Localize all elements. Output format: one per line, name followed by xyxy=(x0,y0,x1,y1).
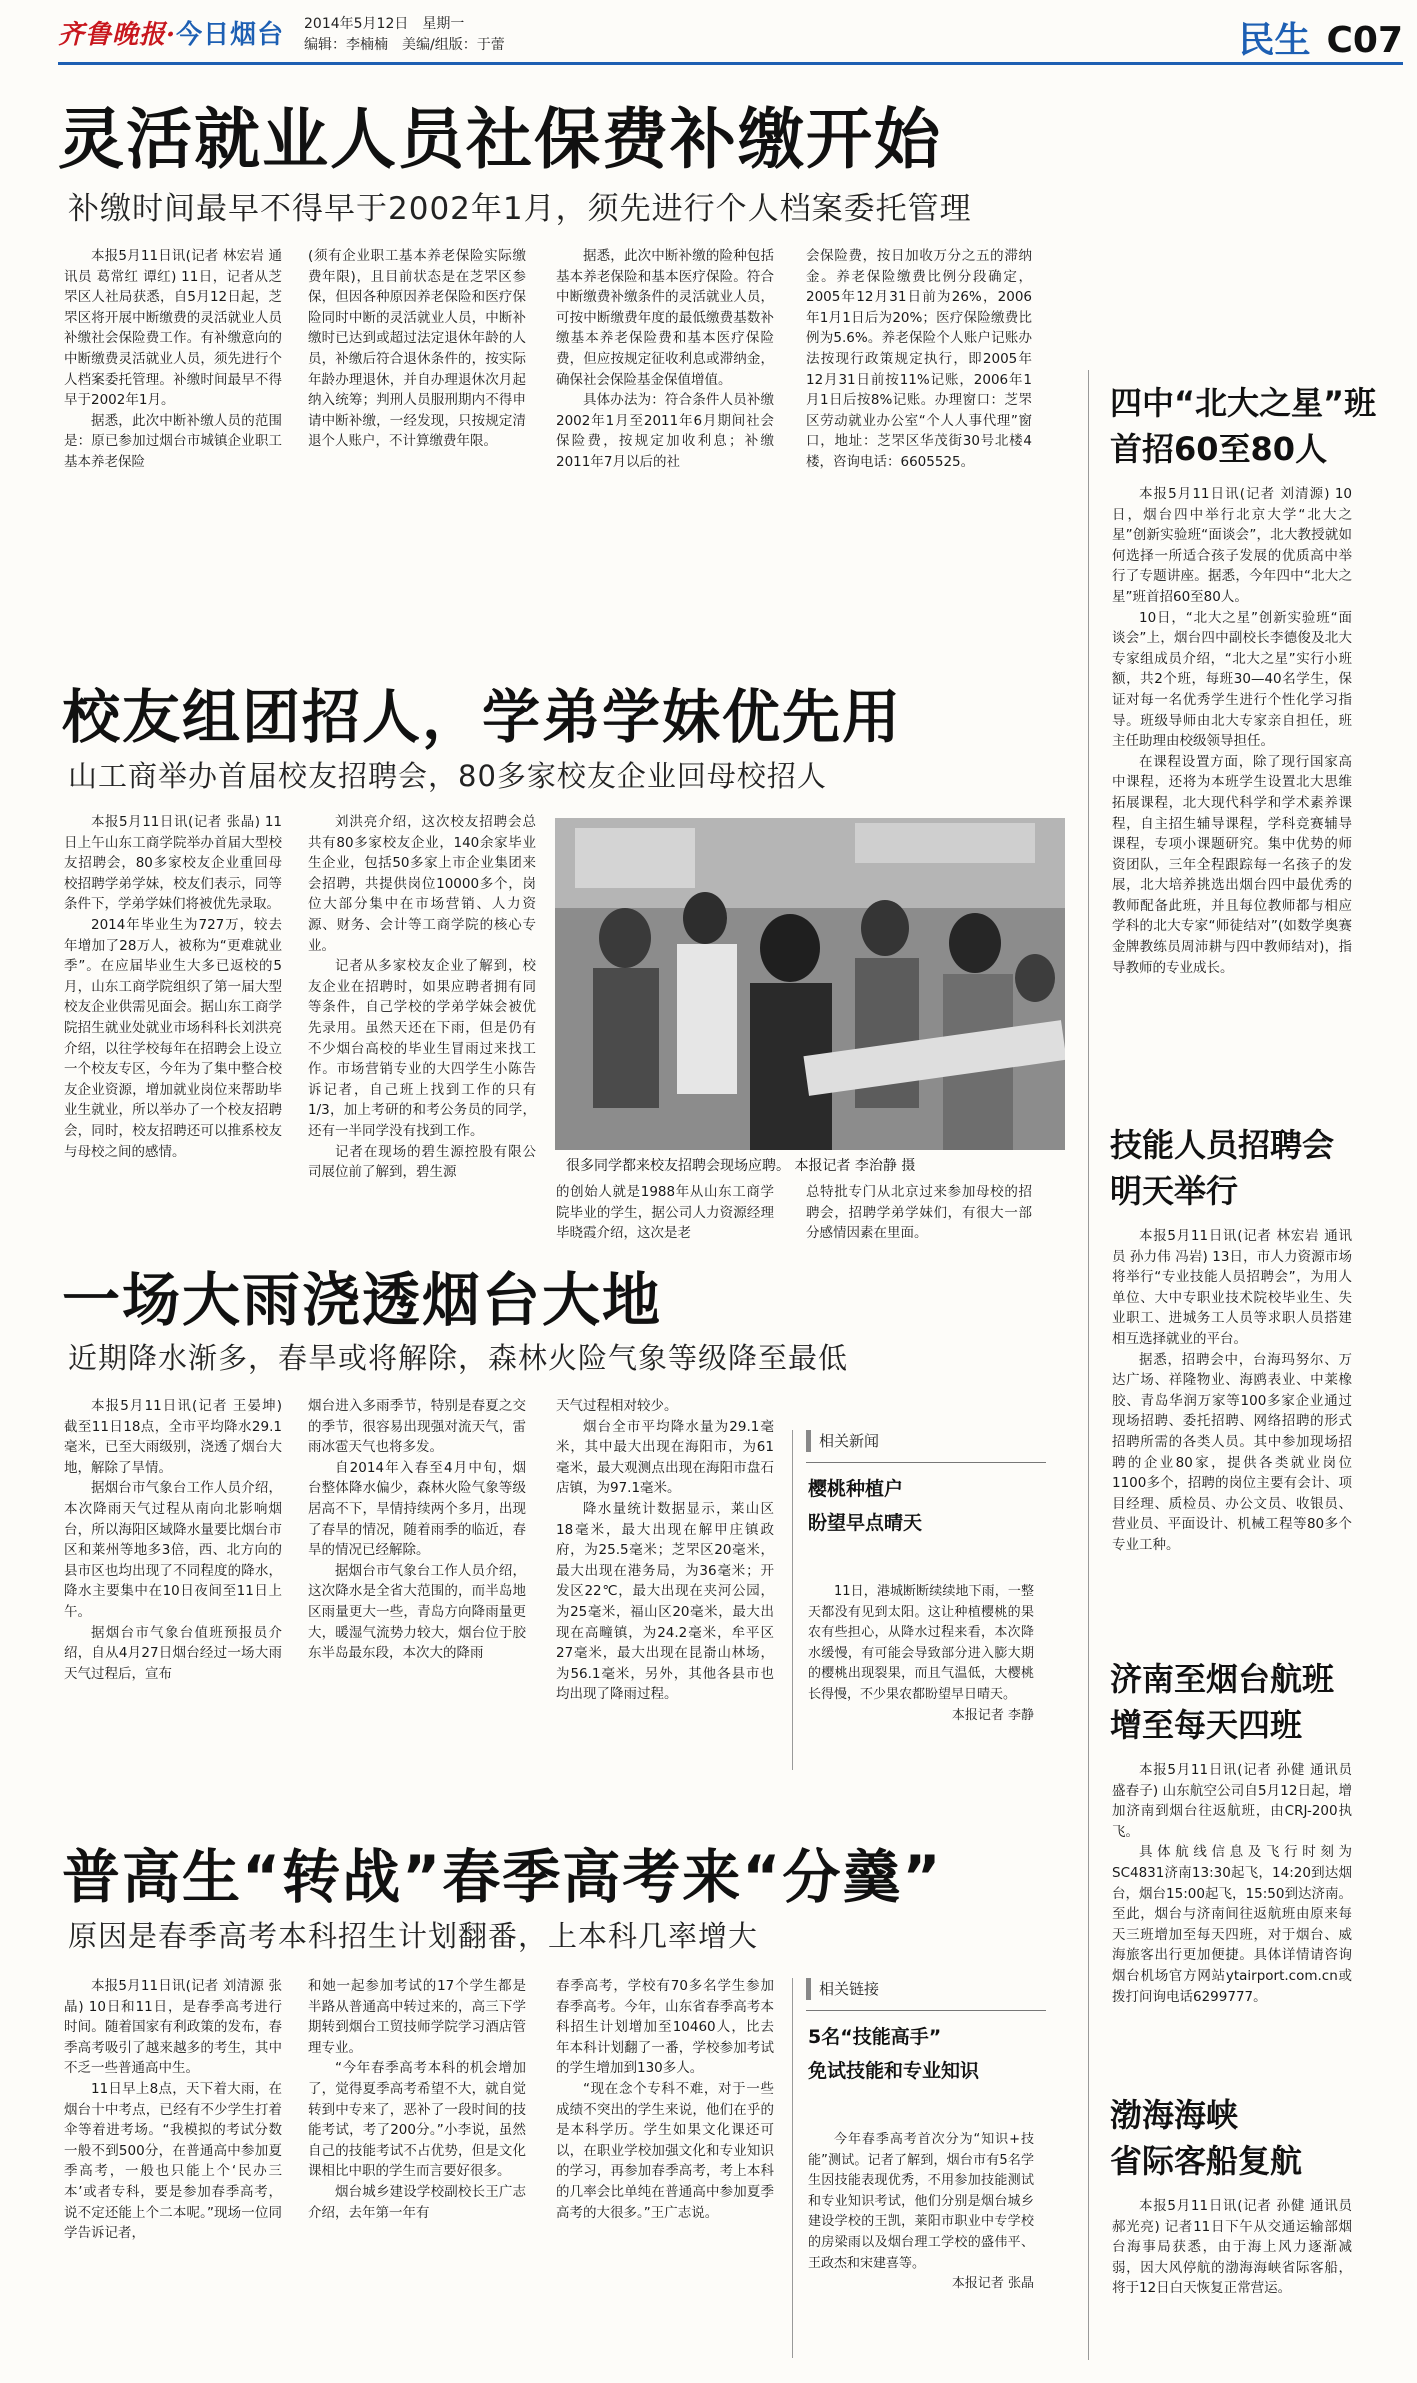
side2-body xyxy=(1112,1226,1352,1556)
side4-body xyxy=(1112,2196,1352,2299)
related-news-rule xyxy=(806,1462,1046,1463)
side3-title xyxy=(1110,1656,1334,1748)
paragraph: 天气过程相对较少。 xyxy=(556,1398,678,1414)
side1-title-line1: 四中“北大之星”班 xyxy=(1110,384,1377,422)
paragraph: 今年春季高考首次分为“知识+技能”测试。记者了解到，烟台市有5名学生因技能表现优秀，不用参加技能测试和专业知识考试，他们分别是烟台城乡建设学校的王凯，莱阳市职业中专学校的房梁雨以及烟台理工学校的盛伟平、王政杰和宋建喜等。 xyxy=(808,2132,1034,2271)
paragraph: 本报5月11日讯(记者 孙健 通讯员 郝光亮) 记者11日下午从交通运输部烟台海事局获悉，由于海上风力逐渐减弱，因大风停航的渤海海峡省际客船，将于12日白天恢复正常营运。 xyxy=(1112,2198,1352,2297)
paragraph: 的创始人就是1988年从山东工商学院毕业的学生，据公司人力资源经理毕晓霞介绍，这次是老 xyxy=(556,1184,774,1242)
article2-subtitle: 山工商举办首届校友招聘会，80多家校友企业回母校招人 xyxy=(68,759,827,793)
article4-subtitle: 原因是春季高考本科招生计划翻番，上本科几率增大 xyxy=(68,1919,759,1953)
article3-col2 xyxy=(308,1396,526,1664)
page-category: 民生 xyxy=(1238,20,1311,61)
page-label xyxy=(1238,12,1403,63)
related-link-rule xyxy=(806,2010,1046,2011)
article2-col4 xyxy=(806,1182,1032,1244)
paragraph: 烟台全市平均降水量为29.1毫米，其中最大出现在海阳市，为61毫米，最大观测点出现在海阳市盘石店镇，为97.1毫米。 xyxy=(556,1418,774,1497)
article4-col2 xyxy=(308,1976,526,2223)
paragraph: “现在念个专科不难，对于一些成绩不突出的学生来说，他们在乎的是本科学历。学生如果文化课还可以，在职业学校加强文化和专业知识的学习，再参加春季高考，考上本科的几率会比单纯在普通高中参加夏季高考的大很多。”王广志说。 xyxy=(556,2080,774,2221)
job-fair-photo xyxy=(555,818,1065,1150)
related-news-tag: 相关新闻 xyxy=(806,1430,879,1452)
related-news-title-line1: 樱桃种植户 xyxy=(808,1478,904,1500)
masthead-logo xyxy=(58,14,284,51)
paragraph: 本报5月11日讯(记者 刘清源 张晶) 10日和11日，是春季高考进行时间。随着国家有利政策的发布，春季高考吸引了越来越多的考生，其中不乏一些普通高中生。 xyxy=(64,1978,282,2077)
paragraph: 11日早上8点，天下着大雨，在烟台十中考点，已经有不少学生打着伞等着进考场。“我模拟的考试分数一般不到500分，在普通高中参加夏季高考，一般也只能上个‘民办三本’或者专科，要是参加春季高考，说不定还能上个二本呢。”现场一位同学告诉记者， xyxy=(64,2080,282,2242)
side4-title xyxy=(1110,2092,1302,2184)
side2-title xyxy=(1110,1122,1334,1214)
article4-col1 xyxy=(64,1976,282,2244)
paragraph: 据悉，此次中断补缴人员的范围是：原已参加过烟台市城镇企业职工基本养老保险 xyxy=(64,412,282,470)
article4-title: 普高生“转战”春季高考来“分羹” xyxy=(62,1843,943,1911)
side3-title-line2: 增至每天四班 xyxy=(1110,1706,1303,1744)
side1-body xyxy=(1112,484,1352,978)
paragraph: 降水量统计数据显示，莱山区18毫米，最大出现在解甲庄镇政府，为25.5毫米；芝罘区20毫米，最大出现在港务局，为36毫米；开发区22℃，最大出现在夹河公园，为25毫米，福山区20毫米，最大出现在高疃镇，为24.2毫米，牟平区27毫米，最大出现在昆嵛山林场，为56.1毫米，另外，其他各县市也均出现了降雨过程。 xyxy=(556,1500,774,1703)
paragraph: 本报5月11日讯(记者 林宏岩 通讯员 孙力伟 冯岩) 13日，市人力资源市场将举行“专业技能人员招聘会”，为用人单位、大中专职业技术院校毕业生、失业职工、进城务工人员等求职人员搭建相互选择就业的平台。 xyxy=(1112,1228,1352,1347)
brand-name: 齐鲁晚报 xyxy=(58,20,167,50)
paragraph: 本报5月11日讯(记者 王晏坤) 截至11日18点，全市平均降水29.1毫米，已至大雨级别，浇透了烟台大地，解除了旱情。 xyxy=(64,1398,282,1476)
editor-credit: 编辑：李楠楠 xyxy=(304,37,388,53)
paragraph: 本报5月11日讯(记者 刘清源) 10日，烟台四中举行北京大学“北大之星”创新实验班“面谈会”，北大教授就如何选择一所适合孩子发展的优质高中举行了专题讲座。据悉，今年四中“北大之星”班首招60至80人。 xyxy=(1112,486,1352,605)
article3-title: 一场大雨浇透烟台大地 xyxy=(62,1266,663,1334)
article2-col1 xyxy=(64,812,282,1162)
paragraph: 具体航线信息及飞行时刻为SC4831济南13:30起飞，14:20到达烟台，烟台15:00起飞，15:50到达济南。至此，烟台与济南间往返航班由原来每天三班增加至每天四班，对于烟台、威海旅客出行更加便捷。具体详情请咨询烟台机场官方网站ytairport.com.cn或拨打问询电话6299777。 xyxy=(1112,1844,1352,2005)
reporter-credit: 本报记者 张晶 xyxy=(951,2276,1034,2292)
article1-col2 xyxy=(308,246,526,452)
page-number: C07 xyxy=(1326,20,1403,61)
article3-col1 xyxy=(64,1396,282,1684)
article4-col3 xyxy=(556,1976,774,2223)
paragraph: 据悉，此次中断补缴的险种包括基本养老保险和基本医疗保险。符合中断缴费补缴条件的灵活就业人员，可按中断缴费年度的最低缴费基数补缴基本养老保险费和基本医疗保险费，但应按规定征收利息或滞纳金，确保社会保险基金保值增值。 xyxy=(556,248,774,388)
paragraph: 和她一起参加考试的17个学生都是半路从普通高中转过来的，高三下学期转到烟台工贸技师学院学习酒店管理专业。 xyxy=(308,1978,526,2056)
related-link-title-line2: 免试技能和专业知识 xyxy=(808,2060,980,2082)
paragraph: 本报5月11日讯(记者 孙健 通讯员 盛春子) 山东航空公司自5月12日起，增加济南到烟台往返航班，由CRJ-200执飞。 xyxy=(1112,1762,1352,1840)
paragraph: 烟台进入多雨季节，特别是春夏之交的季节，很容易出现强对流天气，雷雨冰雹天气也将多发。 xyxy=(308,1398,526,1456)
related-link-divider xyxy=(792,1978,793,2358)
header-rule xyxy=(58,62,1403,65)
paragraph: “今年春季高考本科的机会增加了，觉得夏季高考希望不大，就自觉转到中专来了，恶补了一段时间的技能考试，考了200分。”小李说，虽然自己的技能考试不占优势，但是文化课相比中职的学生而言要好很多。 xyxy=(308,2060,526,2180)
paragraph: 具体办法为：符合条件人员补缴2002年1月至2011年6月期间社会保险费，按规定加收利息；补缴2011年7月以后的社 xyxy=(556,392,774,470)
paragraph: 据烟台市气象台工作人员介绍，这次降水是全省大范围的，而半岛地区雨量更大一些，青岛方向降雨量更大，暖湿气流势力较大，烟台位于胶东半岛最东段，本次大的降雨 xyxy=(308,1562,526,1662)
section-name: 今日烟台 xyxy=(176,20,285,50)
side4-title-line2: 省际客船复航 xyxy=(1110,2142,1303,2180)
paragraph: 总特批专门从北京过来参加母校的招聘会，招聘学弟学妹们，有很大一部分感情因素在里面。 xyxy=(806,1184,1032,1242)
side2-title-line2: 明天举行 xyxy=(1110,1172,1239,1210)
side2-title-line1: 技能人员招聘会 xyxy=(1110,1126,1335,1164)
paragraph: 刘洪亮介绍，这次校友招聘会总共有80多家校友企业，140余家毕业生企业，包括50多家上市企业集团来会招聘，共提供岗位10000多个，岗位大部分集中在市场营销、人力资源、财务、会计等工商学院的核心专业。 xyxy=(308,814,536,954)
related-link-body xyxy=(808,2130,1034,2295)
side3-body xyxy=(1112,1760,1352,2007)
paragraph: 10日，“北大之星”创新实验班“面谈会”上，烟台四中副校长李德俊及北大专家组成员介绍，“北大之星”实行小班额，共2个班，每班30—40名学生，保证对每一名优秀学生进行个性化学习指导。班级导师由北大专家亲自担任，班主任助理由校级领导担任。 xyxy=(1112,609,1352,750)
paragraph: 自2014年入春至4月中旬，烟台整体降水偏少，森林火险气象等级居高不下，旱情持续两个多月，出现了春旱的情况，随着雨季的临近，春旱的情况已经解除。 xyxy=(308,1459,526,1559)
related-link-title xyxy=(808,2020,979,2088)
designer-credit: 美编/组版：于蕾 xyxy=(402,37,505,53)
paragraph: 2014年毕业生为727万，较去年增加了28万人，被称为“更难就业季”。在应届毕业生大多已返校的5月，山东工商学院组织了第一届大型校友企业供需见面会。据山东工商学院招生就业处就业市场科科长刘洪亮介绍，以往学校每年在招聘会上设立一个校友专区，今年为了集中整合校友企业资源，增加就业岗位来帮助毕业生就业，所以举办了一个校友招聘会，同时，校友招聘还可以推系校友与母校之间的感情。 xyxy=(64,916,282,1160)
paragraph: 烟台城乡建设学校副校长王广志介绍，去年第一年有 xyxy=(308,2183,526,2221)
paragraph: 本报5月11日讯(记者 林宏岩 通讯员 葛常红 谭红) 11日，记者从芝罘区人社局获悉，自5月12日起，芝罘区将开展中断缴费的灵活就业人员补缴社会保险费工作。有补缴意向的中断缴费灵活就业人员，须先进行个人档案委托管理。补缴时间最早不得早于2002年1月。 xyxy=(64,248,282,409)
paragraph: 据烟台市气象台工作人员介绍，本次降雨天气过程从南向北影响烟台，所以海阳区域降水量要比烟台市区和莱州等地多3倍，西、北方向的县市区也均出现了不同程度的降水，降水主要集中在10日夜间至11日上午。 xyxy=(64,1480,282,1620)
photo-caption: 很多同学都来校友招聘会现场应聘。 本报记者 李治静 摄 xyxy=(566,1158,916,1174)
paragraph: 在课程设置方面，除了现行国家高中课程，还将为本班学生设置北大思维拓展课程，北大现代科学和学术素养课程，自主招生辅导课程，学科竞赛辅导课程，专项小课题研究。集中优势的师资团队，三年全程跟踪每一名孩子的发展，北大培养挑选出烟台四中最优秀的教师配备此班，并且每位教师都与相应学科的北大专家“师徒结对”(如数学奥赛金牌教练员周沛耕与四中教师结对)，指导教师的专业成长。 xyxy=(1112,753,1352,976)
header-meta xyxy=(304,14,519,56)
paragraph: 春季高考，学校有70多名学生参加春季高考。今年，山东省春季高考本科招生计划增加至10460人，比去年本科计划翻了一番，学校参加考试的学生增加到130多人。 xyxy=(556,1978,774,2077)
brand-separator: · xyxy=(166,20,177,50)
article3-subtitle: 近期降水渐多，春旱或将解除，森林火险气象等级降至最低 xyxy=(68,1341,849,1375)
article2-title: 校友组团招人，学弟学妹优先用 xyxy=(62,683,903,751)
side1-title xyxy=(1110,380,1376,472)
related-news-title xyxy=(808,1472,922,1540)
issue-weekday: 星期一 xyxy=(422,16,465,32)
related-news-body xyxy=(808,1582,1034,1726)
reporter-credit: 本报记者 李静 xyxy=(951,1707,1034,1723)
paragraph: 据烟台市气象台值班预报员介绍，自从4月27日烟台经过一场大雨天气过程后，宣布 xyxy=(64,1624,282,1682)
related-link-title-line1: 5名“技能高手” xyxy=(808,2026,942,2048)
article3-col3 xyxy=(556,1396,774,1705)
issue-date: 2014年5月12日 xyxy=(304,16,409,32)
paragraph: 记者从多家校友企业了解到，校友企业在招聘时，如果应聘者拥有同等条件，自己学校的学弟学妹会被优先录用。虽然天还在下雨，但是仍有不少烟台高校的毕业生冒雨过来找工作。市场营销专业的大四学生小陈告诉记者，自己班上找到工作的只有1/3，加上考研的和考公务员的同学，还有一半同学没有找到工作。 xyxy=(308,958,536,1139)
article1-col1 xyxy=(64,246,282,473)
related-link-tag: 相关链接 xyxy=(806,1978,879,2000)
article1-col4 xyxy=(806,246,1032,473)
article1-col3 xyxy=(556,246,774,473)
paragraph: (须有企业职工基本养老保险实际缴费年限)，且目前状态是在芝罘区参保，但因各种原因养老保险和医疗保险同时中断的灵活就业人员，中断补缴时已达到或超过法定退休年龄的人员，补缴后符合退休条件的，按实际年龄办理退休，并自办理退休次月起纳入统筹；判刑人员服刑期内不得申请中断补缴，一经发现，只按规定清退个人账户，不计算缴费年限。 xyxy=(308,248,526,450)
side3-title-line1: 济南至烟台航班 xyxy=(1110,1660,1335,1698)
article2-col2 xyxy=(308,812,536,1183)
side1-title-line2: 首招60至80人 xyxy=(1110,430,1328,468)
paragraph: 据悉，招聘会中，台海玛努尔、万达广场、祥隆物业、海鸥表业、中莱橡胶、青岛华润万家等100多家企业通过现场招聘、委托招聘、网络招聘的形式招聘所需的各类人员。其中参加现场招聘的企业80家，提供各类就业岗位1100多个，招聘的岗位主要有会计、项目经理、质检员、办公文员、收银员、营业员、平面设计、机械工程等80多个专业工种。 xyxy=(1112,1351,1352,1553)
paragraph: 11日，港城断断续续地下雨，一整天都没有见到太阳。这让种植樱桃的果农有些担心，从降水过程来看，本次降水缓慢，有可能会导致部分进入膨大期的樱桃出现裂果，而且气温低，大樱桃长得慢，不少果农都盼望早日晴天。 xyxy=(808,1584,1034,1702)
related-news-divider xyxy=(792,1430,793,1770)
article1-title: 灵活就业人员社保费补缴开始 xyxy=(58,101,942,178)
sidebar-divider xyxy=(1088,370,1089,2360)
paragraph: 本报5月11日讯(记者 张晶) 11日上午山东工商学院举办首届大型校友招聘会，80多家校友企业重回母校招聘学弟学妹，校友们表示，同等条件下，学弟学妹们将被优先录取。 xyxy=(64,814,282,913)
article2-col3 xyxy=(556,1182,774,1244)
paragraph: 会保险费，按日加收万分之五的滞纳金。养老保险缴费比例分段确定，2005年12月31日前为26%，2006年1月1日后为20%；医疗保险缴费比例为5.6%。养老保险个人账户记账办法按现行政策规定执行，即2005年12月31日前按11%记账，2006年1月1日后按8%记账。办理窗口：芝罘区劳动就业办公室“个人人事代理”窗口，地址：芝罘区华茂街30号北楼4楼，咨询电话：6605525。 xyxy=(806,248,1032,470)
paragraph: 记者在现场的碧生源控股有限公司展位前了解到，碧生源 xyxy=(308,1143,536,1181)
article1-subtitle: 补缴时间最早不得早于2002年1月，须先进行个人档案委托管理 xyxy=(68,191,972,227)
related-news-title-line2: 盼望早点晴天 xyxy=(808,1512,923,1534)
side4-title-line1: 渤海海峡 xyxy=(1110,2096,1239,2134)
crowd-photo-illustration xyxy=(555,818,1065,1150)
